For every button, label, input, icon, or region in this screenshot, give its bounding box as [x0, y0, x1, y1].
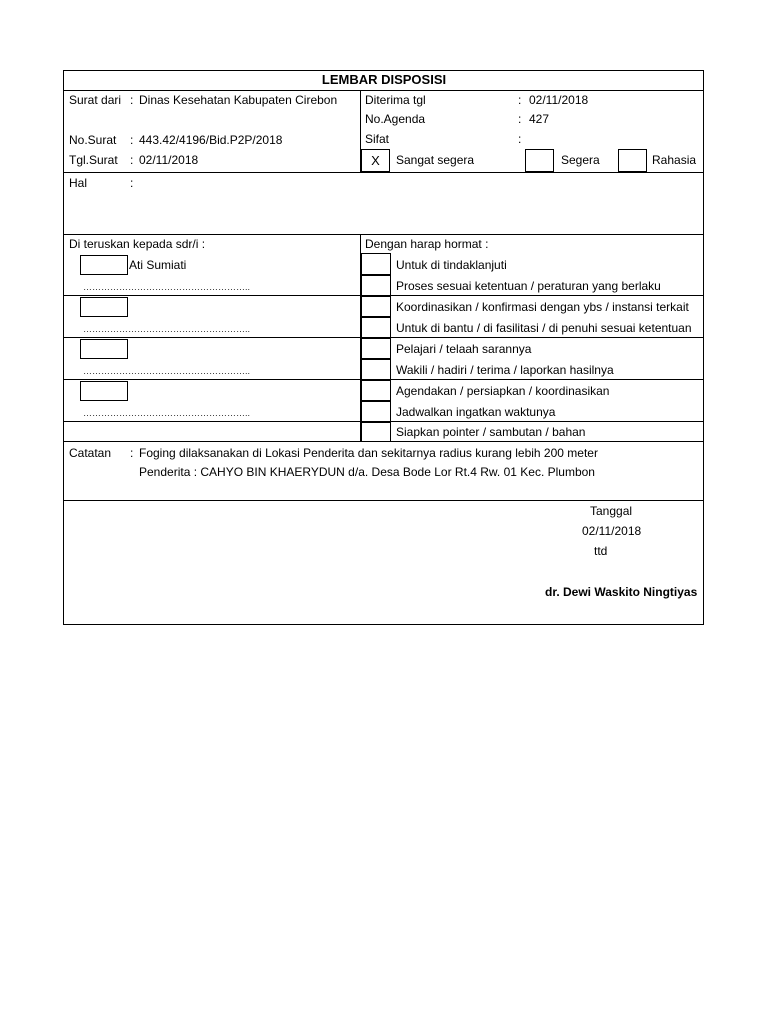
divider [63, 90, 704, 91]
divider [63, 500, 704, 501]
instruction-label: Jadwalkan ingatkan waktunya [396, 405, 556, 419]
recipient-box[interactable] [80, 255, 128, 275]
sangat-segera-label: Sangat segera [396, 153, 475, 167]
instruction-checkbox[interactable] [361, 295, 391, 318]
colon: : [130, 176, 134, 190]
instruction-checkbox[interactable] [361, 337, 391, 360]
recipient-box[interactable] [80, 297, 128, 317]
divider [63, 172, 704, 173]
instruction-label: Proses sesuai ketentuan / peraturan yang berlaku [396, 279, 661, 293]
recipient-dots: ……………………………………………….. [83, 408, 251, 418]
instruction-checkbox[interactable] [361, 274, 391, 297]
signer-name: dr. Dewi Waskito Ningtiyas [545, 585, 698, 599]
catatan-line: Foging dilaksanakan di Lokasi Penderita dan sekitarnya radius kurang lebih 200 meter [139, 446, 598, 460]
recipient-dots: ……………………………………………….. [83, 366, 251, 376]
instruction-label: Koordinasikan / konfirmasi dengan ybs / instansi terkait [396, 300, 689, 314]
instruction-checkbox[interactable] [361, 400, 391, 423]
signature-date: 02/11/2018 [582, 524, 642, 538]
tanggal-label: Tanggal [590, 504, 633, 518]
rahasia-label: Rahasia [652, 153, 697, 167]
colon: : [518, 132, 522, 146]
recipient-name: Ati Sumiati [129, 258, 187, 272]
instruction-checkbox[interactable] [361, 379, 391, 402]
instruction-label: Siapkan pointer / sambutan / bahan [396, 425, 586, 439]
ttd-text: ttd [594, 544, 608, 558]
instruction-label: Untuk di bantu / di fasilitasi / di penuhi sesuai ketentuan [396, 321, 692, 335]
harap-label: Dengan harap hormat : [365, 237, 489, 251]
instruction-checkbox[interactable] [361, 421, 391, 442]
colon: : [518, 112, 522, 126]
instruction-label: Agendakan / persiapkan / koordinasikan [396, 384, 610, 398]
tgl-surat-label: Tgl.Surat [69, 153, 118, 167]
segera-checkbox[interactable] [525, 149, 554, 172]
instruction-checkbox[interactable] [361, 316, 391, 339]
colon: : [130, 446, 134, 460]
instruction-label: Wakili / hadiri / terima / laporkan hasilnya [396, 363, 614, 377]
sangat-segera-checkbox[interactable] [361, 149, 390, 172]
divider [63, 421, 361, 422]
colon: : [130, 133, 134, 147]
surat-dari-label: Surat dari [69, 93, 122, 107]
rahasia-checkbox[interactable] [618, 149, 647, 172]
colon: : [518, 93, 522, 107]
instruction-checkbox[interactable] [361, 253, 391, 276]
hal-label: Hal [69, 176, 88, 190]
divider [63, 337, 361, 338]
divider [63, 295, 361, 296]
divider [361, 337, 704, 338]
catatan-label: Catatan [69, 446, 112, 460]
divider [361, 421, 704, 422]
recipient-dots: ……………………………………………….. [83, 324, 251, 334]
no-surat-value: 443.42/4196/Bid.P2P/2018 [139, 133, 283, 147]
no-surat-label: No.Surat [69, 133, 117, 147]
diteruskan-label: Di teruskan kepada sdr/i : [69, 237, 206, 251]
segera-label: Segera [561, 153, 600, 167]
diterima-value: 02/11/2018 [529, 93, 589, 107]
catatan-line: Penderita : CAHYO BIN KHAERYDUN d/a. Desa Bode Lor Rt.4 Rw. 01 Kec. Plumbon [139, 465, 595, 479]
instruction-label: Pelajari / telaah sarannya [396, 342, 532, 356]
check-mark: X [371, 153, 380, 168]
surat-dari-value: Dinas Kesehatan Kabupaten Cirebon [139, 93, 338, 107]
instruction-checkbox[interactable] [361, 358, 391, 381]
divider [63, 379, 361, 380]
divider [63, 234, 704, 235]
form-title: LEMBAR DISPOSISI [321, 72, 447, 87]
divider [361, 295, 704, 296]
divider [63, 441, 704, 442]
recipient-dots: ……………………………………………….. [83, 282, 251, 292]
no-agenda-value: 427 [529, 112, 550, 126]
diterima-label: Diterima tgl [365, 93, 426, 107]
no-agenda-label: No.Agenda [365, 112, 426, 126]
tgl-surat-value: 02/11/2018 [139, 153, 199, 167]
sifat-label: Sifat [365, 132, 390, 146]
instruction-label: Untuk di tindaklanjuti [396, 258, 507, 272]
colon: : [130, 153, 134, 167]
recipient-box[interactable] [80, 339, 128, 359]
divider [361, 379, 704, 380]
colon: : [130, 93, 134, 107]
recipient-box[interactable] [80, 381, 128, 401]
